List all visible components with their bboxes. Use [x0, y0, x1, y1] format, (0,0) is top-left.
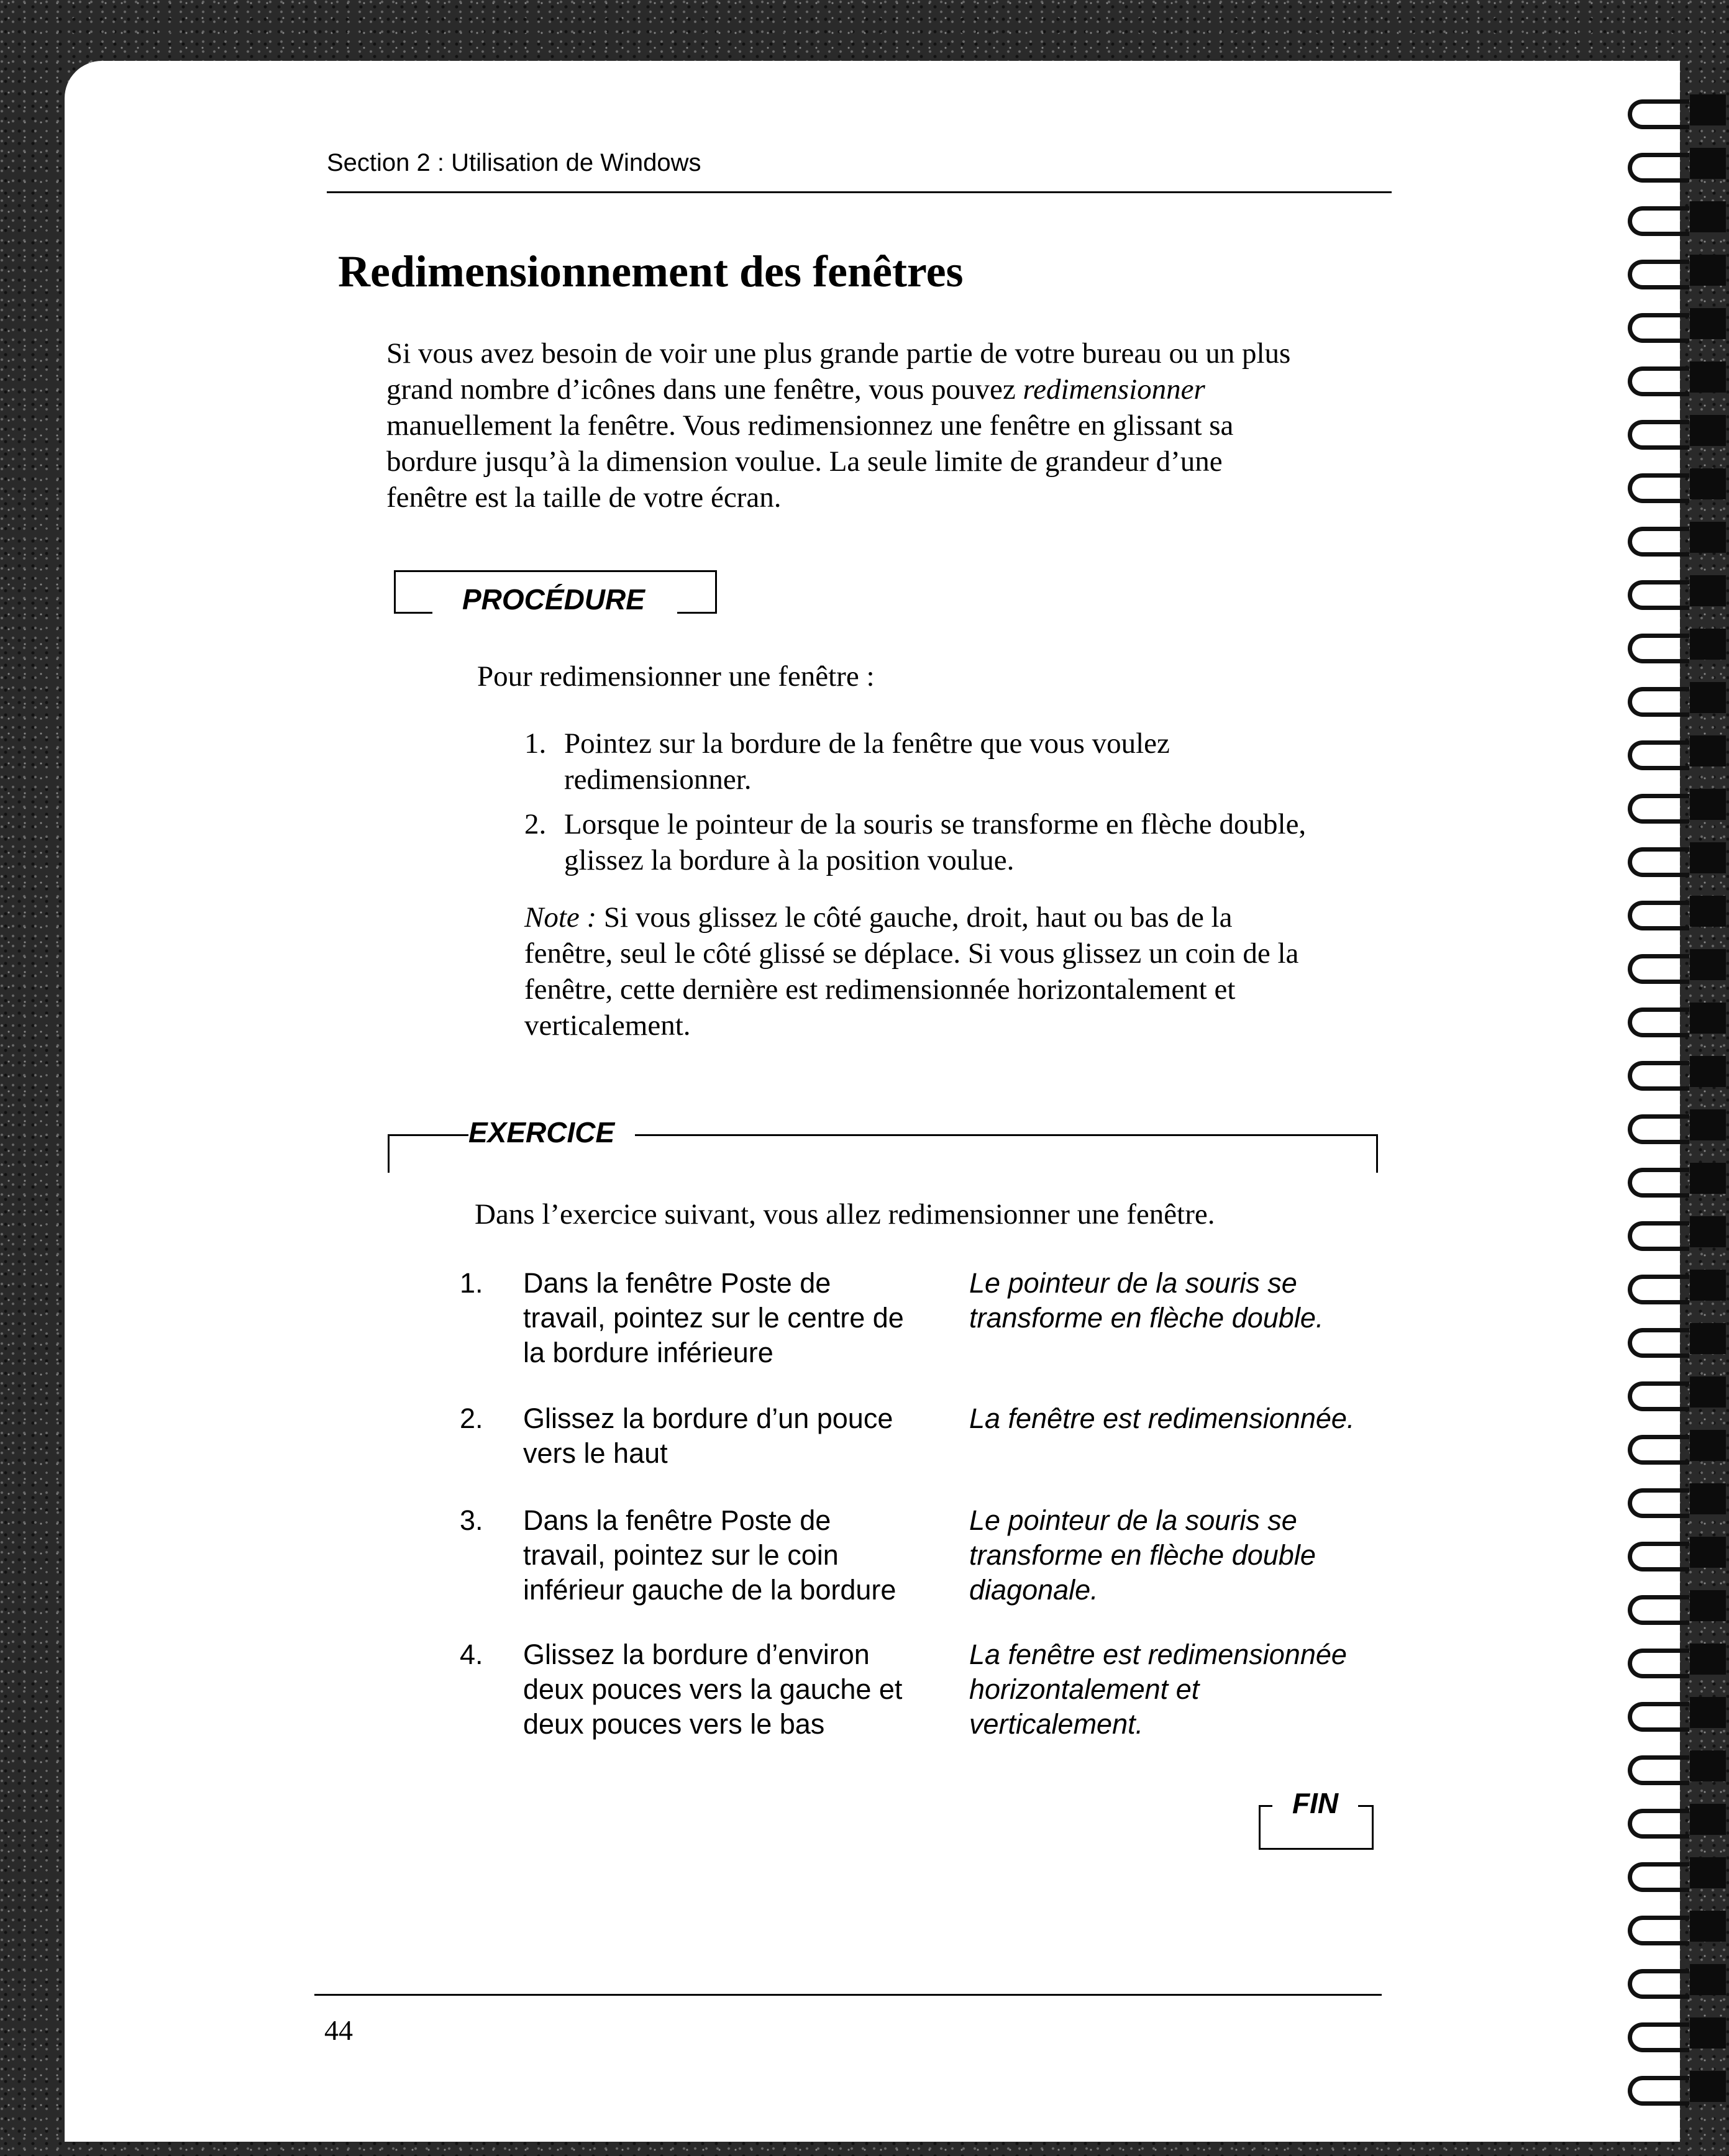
procedure-step-2-number: 2.	[524, 808, 547, 840]
binding-coil	[1628, 260, 1689, 289]
binding-hole	[1690, 1697, 1726, 1728]
binding-coil	[1628, 206, 1689, 236]
binding-hole	[1690, 1483, 1726, 1514]
binding-coil	[1628, 1649, 1689, 1678]
binding-coil	[1628, 2022, 1689, 2052]
binding-coil	[1628, 1702, 1689, 1732]
binding-hole	[1690, 1163, 1726, 1194]
exercise-step-3-action-line-3: inférieur gauche de la bordure	[523, 1574, 896, 1606]
intro-emphasis: redimensionner	[1023, 373, 1205, 406]
binding-coil	[1628, 527, 1689, 557]
binding-coil	[1628, 1595, 1689, 1625]
binding-coil	[1628, 954, 1689, 984]
exercise-step-4-number: 4.	[460, 1639, 483, 1670]
binding-hole	[1690, 1911, 1726, 1942]
binding-coil	[1628, 1275, 1689, 1304]
binding-hole	[1690, 842, 1726, 873]
binding-coil	[1628, 1809, 1689, 1839]
binding-hole	[1690, 1537, 1726, 1568]
binding-coil	[1628, 1114, 1689, 1144]
footer-rule	[314, 1994, 1382, 1996]
binding-coil	[1628, 1862, 1689, 1892]
intro-line-1: Si vous avez besoin de voir une plus grande partie de votre bureau ou un plus	[386, 337, 1291, 370]
binding-hole	[1690, 2017, 1726, 2049]
header-rule	[327, 191, 1392, 193]
binding-hole	[1690, 1216, 1726, 1247]
binding-coil	[1628, 580, 1689, 610]
binding-hole	[1690, 468, 1726, 499]
binding-hole	[1690, 148, 1726, 179]
intro-line-2: grand nombre d’icônes dans une fenêtre, vous pouvez redimensionner	[386, 373, 1205, 406]
exercise-step-3-action-line-1: Dans la fenêtre Poste de	[523, 1504, 831, 1536]
binding-hole	[1690, 1003, 1726, 1034]
page-title: Redimensionnement des fenêtres	[338, 247, 964, 296]
procedure-note-line-2: fenêtre, seul le côté glissé se déplace. Si vous glissez un coin de la	[524, 937, 1299, 970]
binding-coil	[1628, 2076, 1689, 2106]
exercise-step-1-result-line-1: Le pointeur de la souris se	[969, 1267, 1297, 1299]
procedure-note-line-3: fenêtre, cette dernière est redimensionnée horizontalement et	[524, 973, 1236, 1006]
procedure-note-line-1: Note : Si vous glissez le côté gauche, droit, haut ou bas de la	[524, 901, 1233, 934]
binding-hole	[1690, 1644, 1726, 1675]
binding-hole	[1690, 94, 1726, 125]
binding-coil	[1628, 1542, 1689, 1572]
procedure-step-2-line-1: Lorsque le pointeur de la souris se transforme en flèche double,	[564, 808, 1307, 840]
binding-hole	[1690, 201, 1726, 232]
binding-coil	[1628, 634, 1689, 663]
binding-coil	[1628, 1221, 1689, 1251]
binding-coil	[1628, 1755, 1689, 1785]
exercise-step-4-result-line-2: horizontalement et	[969, 1673, 1200, 1705]
binding-hole	[1690, 362, 1726, 393]
exercise-step-3-number: 3.	[460, 1504, 483, 1536]
page-number: 44	[324, 2014, 353, 2046]
binding-coil	[1628, 740, 1689, 770]
binding-hole	[1690, 1590, 1726, 1621]
binding-hole	[1690, 1804, 1726, 1835]
binding-hole	[1690, 1750, 1726, 1781]
exercise-step-4-action-line-2: deux pouces vers la gauche et	[523, 1673, 903, 1705]
end-marker-label: FIN	[1292, 1787, 1339, 1819]
binding-hole	[1690, 789, 1726, 820]
binding-coil	[1628, 1381, 1689, 1411]
binding-coil	[1628, 1435, 1689, 1465]
procedure-step-1-line-2: redimensionner.	[564, 763, 752, 796]
exercise-step-2-action-line-1: Glissez la bordure d’un pouce	[523, 1403, 893, 1434]
binding-hole	[1690, 682, 1726, 713]
binding-coil	[1628, 313, 1689, 343]
binding-hole	[1690, 1857, 1726, 1888]
exercise-step-1-action-line-1: Dans la fenêtre Poste de	[523, 1267, 831, 1299]
exercise-step-2-number: 2.	[460, 1403, 483, 1434]
binding-hole	[1690, 1430, 1726, 1461]
exercise-step-3-result-line-3: diagonale.	[969, 1574, 1098, 1606]
binding-coil	[1628, 1168, 1689, 1198]
binding-coil	[1628, 366, 1689, 396]
exercise-lead: Dans l’exercice suivant, vous allez redimensionner une fenêtre.	[475, 1198, 1215, 1230]
binding-hole	[1690, 735, 1726, 766]
exercise-step-2-result-line-1: La fenêtre est redimensionnée.	[969, 1403, 1355, 1434]
binding-hole	[1690, 896, 1726, 927]
procedure-step-2-line-2: glissez la bordure à la position voulue.	[564, 844, 1015, 876]
binding-coil	[1628, 1916, 1689, 1945]
exercise-step-2-action-line-2: vers le haut	[523, 1437, 668, 1469]
binding-coil	[1628, 794, 1689, 824]
binding-hole	[1690, 1964, 1726, 1995]
binding-coil	[1628, 1488, 1689, 1518]
exercise-step-1-result-line-2: transforme en flèche double.	[969, 1302, 1324, 1334]
binding-hole	[1690, 255, 1726, 286]
binding-coil	[1628, 901, 1689, 930]
exercise-step-1-number: 1.	[460, 1267, 483, 1299]
binding-hole	[1690, 2071, 1726, 2102]
exercise-step-3-result-line-2: transforme en flèche double	[969, 1539, 1316, 1571]
binding-coil	[1628, 420, 1689, 450]
binding-hole	[1690, 1376, 1726, 1408]
binding-coil	[1628, 153, 1689, 183]
binding-hole	[1690, 308, 1726, 339]
exercise-step-3-action-line-2: travail, pointez sur le coin	[523, 1539, 839, 1571]
binding-hole	[1690, 949, 1726, 980]
procedure-step-1-number: 1.	[524, 727, 547, 760]
binding-hole	[1690, 1109, 1726, 1140]
procedure-note-line-4: verticalement.	[524, 1009, 691, 1042]
binding-coil	[1628, 99, 1689, 129]
procedure-step-1-line-1: Pointez sur la bordure de la fenêtre que vous voulez	[564, 727, 1170, 760]
intro-line-5: fenêtre est la taille de votre écran.	[386, 481, 782, 514]
binding-hole	[1690, 1323, 1726, 1354]
exercise-label: EXERCICE	[468, 1116, 615, 1149]
note-label: Note :	[524, 901, 597, 934]
intro-line-4: bordure jusqu’à la dimension voulue. La seule limite de grandeur d’une	[386, 445, 1223, 478]
binding-hole	[1690, 415, 1726, 446]
spiral-binding	[1609, 81, 1729, 2131]
binding-coil	[1628, 847, 1689, 877]
binding-hole	[1690, 629, 1726, 660]
binding-coil	[1628, 473, 1689, 503]
binding-coil	[1628, 1328, 1689, 1358]
exercise-step-4-action-line-3: deux pouces vers le bas	[523, 1708, 825, 1740]
exercise-step-3-result-line-1: Le pointeur de la souris se	[969, 1504, 1297, 1536]
binding-coil	[1628, 1969, 1689, 1999]
intro-line-3: manuellement la fenêtre. Vous redimensionnez une fenêtre en glissant sa	[386, 409, 1234, 442]
binding-hole	[1690, 1056, 1726, 1087]
binding-coil	[1628, 1061, 1689, 1091]
binding-hole	[1690, 575, 1726, 606]
procedure-label: PROCÉDURE	[462, 583, 645, 616]
exercise-step-4-result-line-1: La fenêtre est redimensionnée	[969, 1639, 1347, 1670]
exercise-step-1-action-line-3: la bordure inférieure	[523, 1337, 773, 1368]
binding-hole	[1690, 1270, 1726, 1301]
procedure-lead: Pour redimensionner une fenêtre :	[477, 660, 875, 693]
binding-coil	[1628, 1007, 1689, 1037]
exercise-step-4-result-line-3: verticalement.	[969, 1708, 1144, 1740]
section-header: Section 2 : Utilisation de Windows	[327, 149, 701, 176]
exercise-step-4-action-line-1: Glissez la bordure d’environ	[523, 1639, 870, 1670]
exercise-step-1-action-line-2: travail, pointez sur le centre de	[523, 1302, 904, 1334]
binding-hole	[1690, 522, 1726, 553]
binding-coil	[1628, 687, 1689, 717]
